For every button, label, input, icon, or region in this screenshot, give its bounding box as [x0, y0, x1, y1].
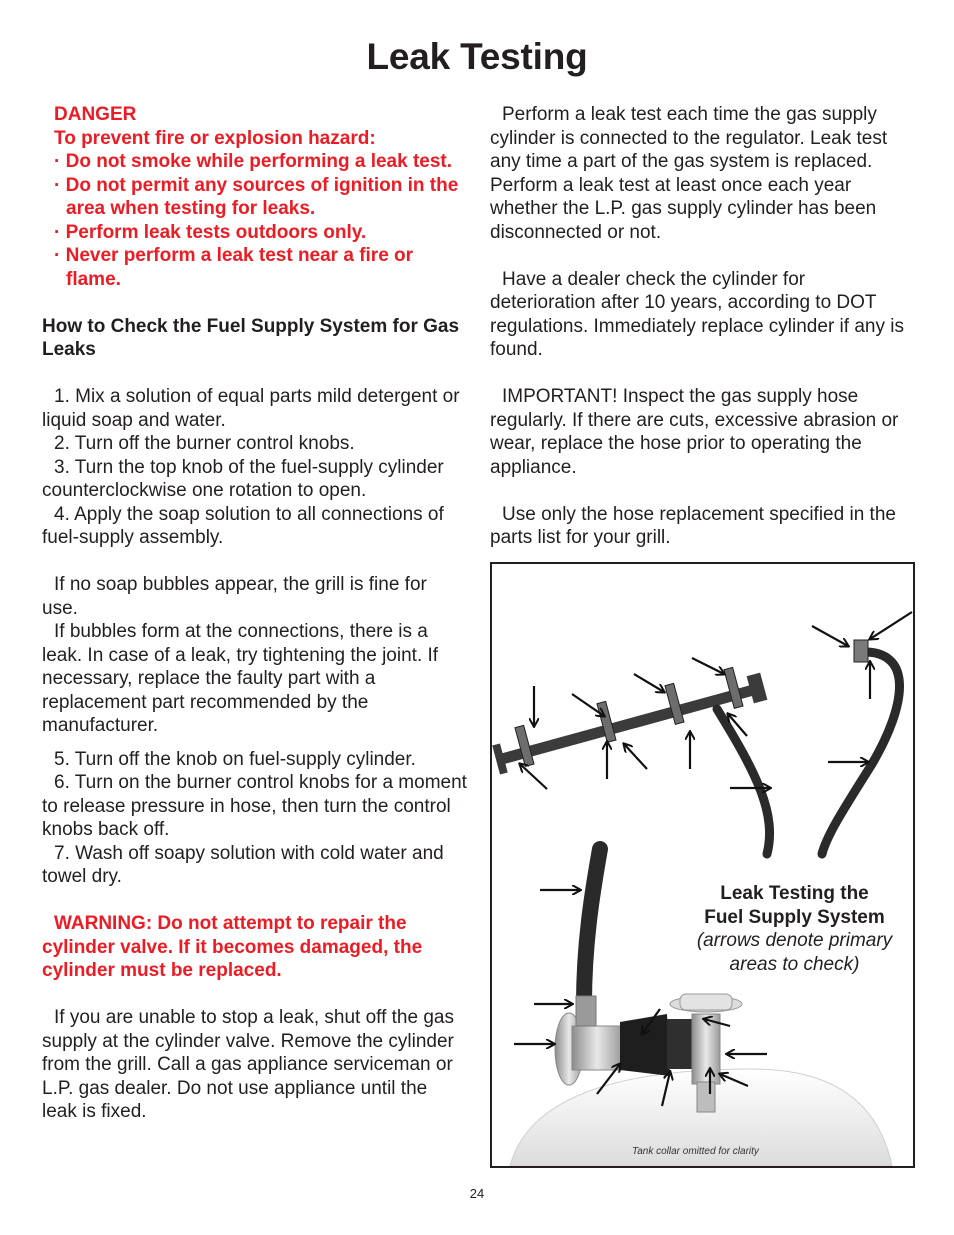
danger-heading: DANGER [54, 104, 137, 125]
page-number: 24 [469, 1186, 485, 1201]
step-text: 1. Mix a solution of equal parts mild detergent or liquid soap and water. [42, 386, 460, 431]
caption-title: Fuel Supply System [704, 906, 885, 928]
step-text: 2. Turn off the burner control knobs. [54, 433, 355, 454]
caption-note: (arrows denote primary areas to check) [696, 930, 893, 975]
paragraph: Perform a leak test each time the gas supply cylinder is connected to the regulator. Leak test any time a part of the gas system is replaced. Perform a leak test at least once each year whether the L.P. gas supply cylinder has been disconnected or not. [490, 104, 888, 243]
paragraph: Use only the hose replacement specified in the parts list for your grill. [490, 503, 896, 548]
warning-text: WARNING: Do not attempt to repair the cylinder valve. If it becomes damaged, the cylinder must be replaced. [42, 913, 423, 981]
caption-title: Leak Testing the [720, 883, 869, 904]
howto-heading: How to Check the Fuel Supply System for Gas Leaks [42, 315, 460, 360]
left-column [42, 103, 467, 1124]
right-column [490, 103, 910, 550]
step-text: 6. Turn on the burner control knobs for a moment to release pressure in hose, then turn the control knobs back off. [42, 772, 467, 840]
leak-test-figure [490, 562, 915, 1168]
fuel-system-illustration [492, 564, 913, 1166]
paragraph: Have a dealer check the cylinder for deterioration after 10 years, according to DOT regulations. Immediately replace cylinder if any is found. [490, 268, 904, 360]
step-text: 7. Wash off soapy solution with cold water and towel dry. [42, 842, 444, 887]
step-text: 4. Apply the soap solution to all connections of fuel-supply assembly. [42, 503, 444, 548]
danger-item: · Perform leak tests outdoors only. [54, 221, 367, 243]
page-title: Leak Testing [366, 36, 588, 77]
figure-caption [682, 882, 907, 976]
regulator-hose [822, 652, 900, 854]
unable-text: If you are unable to stop a leak, shut off the gas supply at the cylinder valve. Remove the cylinder from the grill. Call a gas appliance serviceman or L.P. gas dealer. Do not use appliance until the leak is fixed. [42, 1007, 454, 1122]
tank-hose [584, 849, 600, 1004]
paragraph: IMPORTANT! Inspect the gas supply hose regularly. If there are cuts, excessive abrasion or wear, replace the hose prior to operating the appliance. [490, 386, 899, 478]
danger-subheading: To prevent fire or explosion hazard: [54, 127, 376, 149]
figure-footnote: Tank collar omitted for clarity [632, 1146, 759, 1157]
danger-item: · Do not smoke while performing a leak test. [54, 151, 453, 172]
step-text: 5. Turn off the knob on fuel-supply cylinder. [54, 748, 416, 770]
danger-item: · Do not permit any sources of ignition in the area when testing for leaks. [54, 174, 459, 219]
step-text: 3. Turn the top knob of the fuel-supply cylinder counterclockwise one rotation to open. [42, 456, 444, 501]
no-bubbles-text: If no soap bubbles appear, the grill is fine for use. [42, 574, 427, 619]
danger-item: · Never perform a leak test near a fire or flame. [54, 245, 414, 290]
bubbles-text: If bubbles form at the connections, there is a leak. In case of a leak, try tightening the joint. If necessary, replace the faulty part with a replacement part recommended by the manufacturer. [42, 621, 439, 736]
